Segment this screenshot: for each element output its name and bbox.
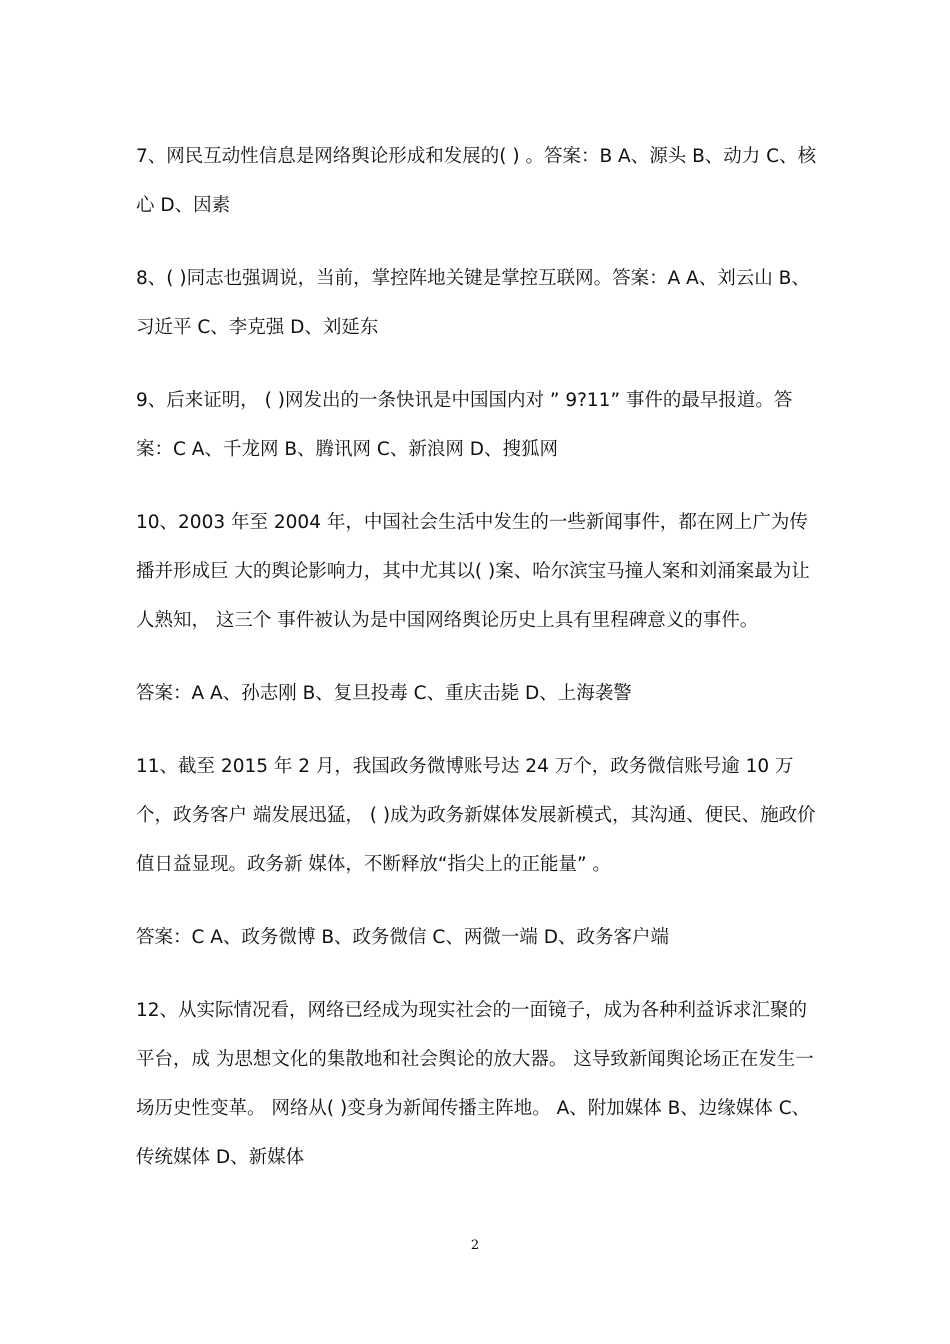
question-7: 7、网民互动性信息是网络舆论形成和发展的( ) 。答案：B A、源头 B、动力 C、核心 D、因素 bbox=[136, 146, 817, 216]
page-number: 2 bbox=[470, 1238, 480, 1253]
paragraph-spacer bbox=[136, 474, 820, 498]
paragraph-spacer bbox=[136, 352, 820, 376]
question-10-answer: 答案：A A、孙志刚 B、复旦投毒 C、重庆击毙 D、上海袭警 bbox=[136, 683, 632, 704]
paragraph-spacer bbox=[136, 645, 820, 669]
question-8: 8、( )同志也强调说，当前，掌控阵地关键是掌控互联网。答案：A A、刘云山 B、习近平 C、李克强 D、刘延东 bbox=[136, 268, 810, 338]
paragraph-spacer bbox=[136, 230, 820, 254]
question-9: 9、后来证明， ( )网发出的一条快讯是中国国内对 ” 9?11” 事件的最早报道。答案：C A、千龙网 B、腾讯网 C、新浪网 D、搜狐网 bbox=[136, 390, 793, 460]
question-11: 11、截至 2015 年 2 月，我国政务微博账号达 24 万个，政务微信账号逾 10 万个，政务客户 端发展迅猛， ( )成为政务新媒体发展新模式，其沟通、便民、施政价值日益显现。政务新 媒体，不断释放“指尖上的正能量” 。 bbox=[136, 756, 816, 875]
document-body bbox=[136, 132, 820, 1182]
paragraph-spacer bbox=[136, 889, 820, 913]
paragraph-spacer bbox=[136, 962, 820, 986]
paragraph-spacer bbox=[136, 718, 820, 742]
question-11-answer: 答案：C A、政务微博 B、政务微信 C、两微一端 D、政务客户端 bbox=[136, 927, 669, 948]
question-10: 10、2003 年至 2004 年，中国社会生活中发生的一些新闻事件，都在网上广为传播并形成巨 大的舆论影响力，其中尤其以( )案、哈尔滨宝马撞人案和刘涌案最为让人熟知， 这三个 事件被认为是中国网络舆论历史上具有里程碑意义的事件。 bbox=[136, 512, 810, 631]
question-12: 12、从实际情况看，网络已经成为现实社会的一面镜子，成为各种利益诉求汇聚的平台，成 为思想文化的集散地和社会舆论的放大器。 这导致新闻舆论场正在发生一场历史性变革。 网络从( )变身为新闻传播主阵地。 A、附加媒体 B、边缘媒体 C、传统媒体 D、新媒体 bbox=[136, 1000, 814, 1168]
